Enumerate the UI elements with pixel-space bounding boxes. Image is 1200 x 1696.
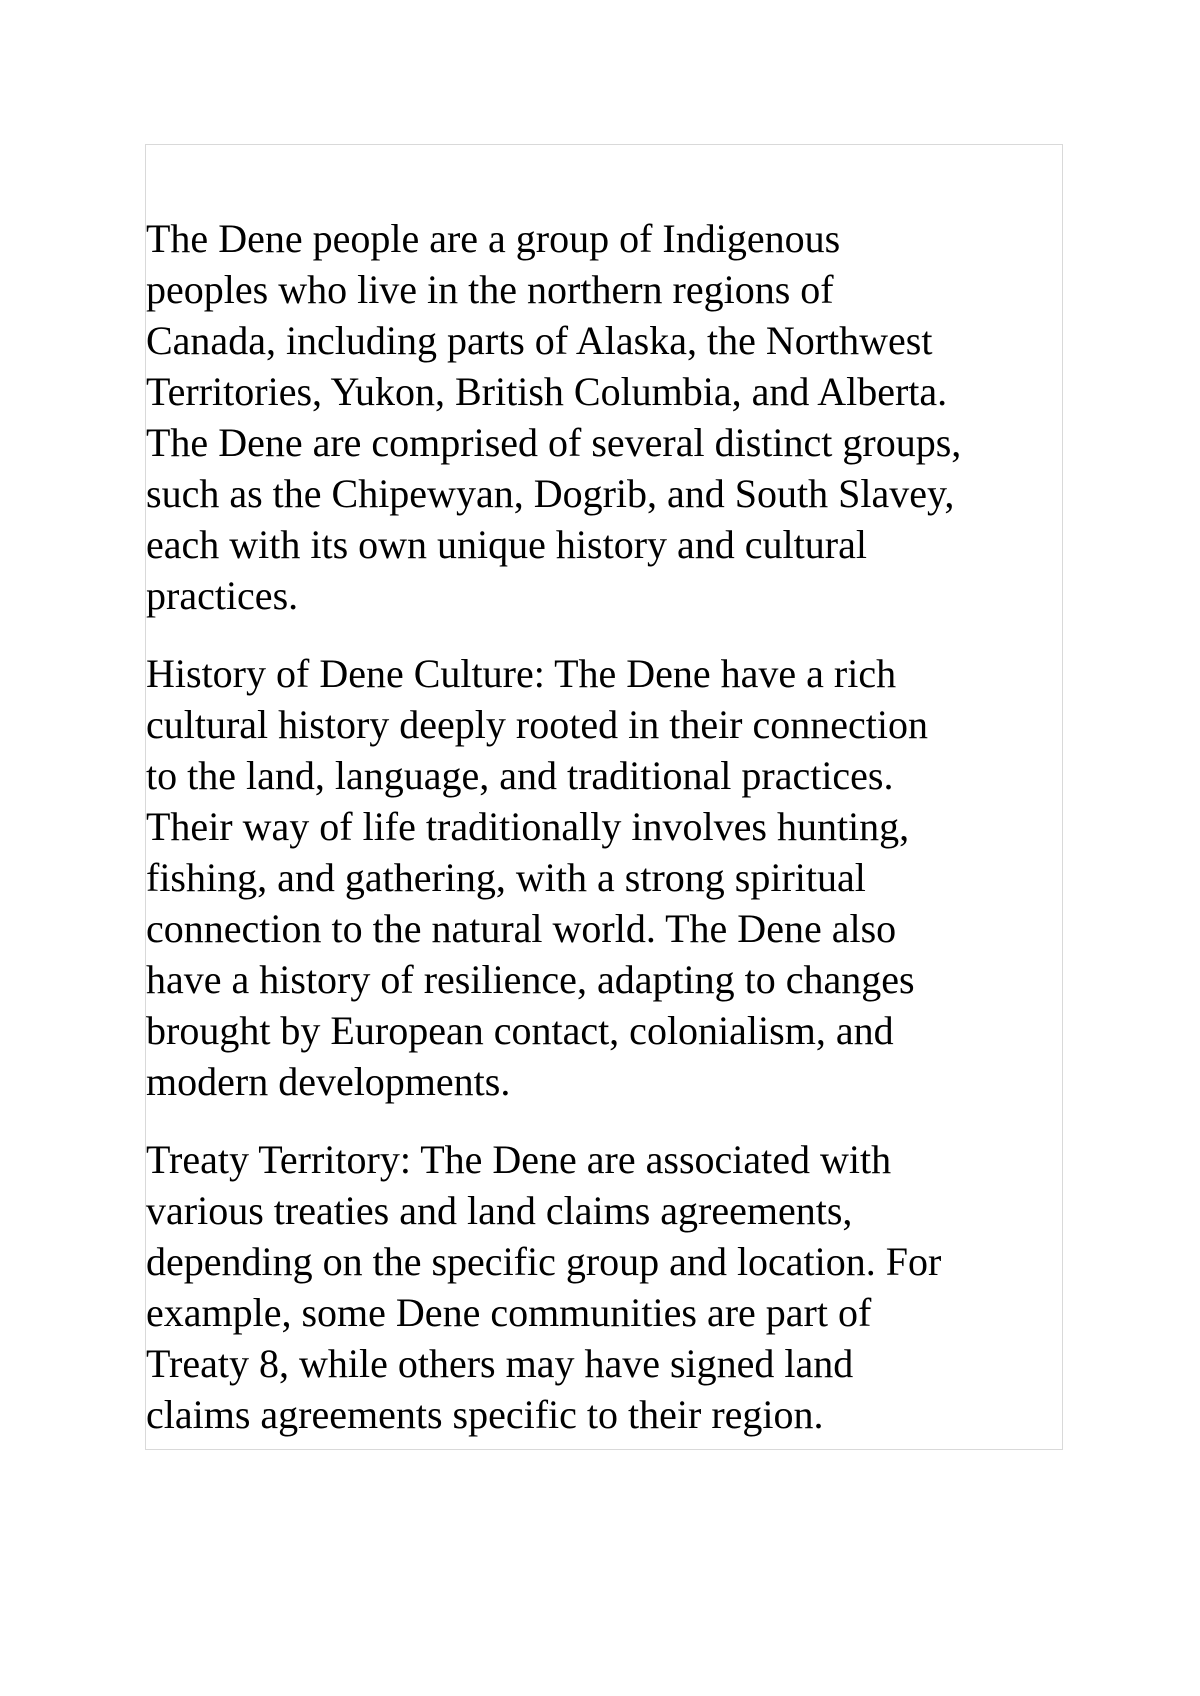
paragraph-line: Treaty Territory: The Dene are associated with [146,1137,892,1182]
paragraph-line: The Dene people are a group of Indigenous [146,216,841,261]
paragraph-line: fishing, and gathering, with a strong spiritual [146,855,866,900]
paragraph-line: each with its own unique history and cultural [146,522,867,567]
paragraph-line: brought by European contact, colonialism, and [146,1008,894,1053]
paragraph-line: practices. [146,573,299,618]
paragraph-line: example, some Dene communities are part of [146,1290,872,1335]
paragraph-history [146,648,1058,1107]
paragraph-line: The Dene are comprised of several distinct groups, [146,420,962,465]
paragraph-line: claims agreements specific to their region. [146,1392,824,1437]
paragraph-line: Territories, Yukon, British Columbia, and Alberta. [146,369,948,414]
paragraph-line: have a history of resilience, adapting to changes [146,957,915,1002]
paragraph-line: depending on the specific group and location. For [146,1239,942,1284]
paragraph-treaty [146,1134,1058,1440]
paragraph-line: modern developments. [146,1059,511,1104]
paragraph-line: Their way of life traditionally involves hunting, [146,804,910,849]
paragraph-line: such as the Chipewyan, Dogrib, and South Slavey, [146,471,955,516]
paragraph-line: Canada, including parts of Alaska, the Northwest [146,318,933,363]
document-body [146,213,1058,1450]
paragraph-line: Treaty 8, while others may have signed land [146,1341,854,1386]
paragraph-line: to the land, language, and traditional practices. [146,753,894,798]
paragraph-line: connection to the natural world. The Dene also [146,906,897,951]
paragraph-line: History of Dene Culture: The Dene have a rich [146,651,897,696]
text-frame [145,144,1063,1450]
paragraph-line: cultural history deeply rooted in their connection [146,702,928,747]
paragraph-line: peoples who live in the northern regions of [146,267,834,312]
paragraph-line: various treaties and land claims agreements, [146,1188,853,1233]
paragraph-intro [146,213,1058,621]
